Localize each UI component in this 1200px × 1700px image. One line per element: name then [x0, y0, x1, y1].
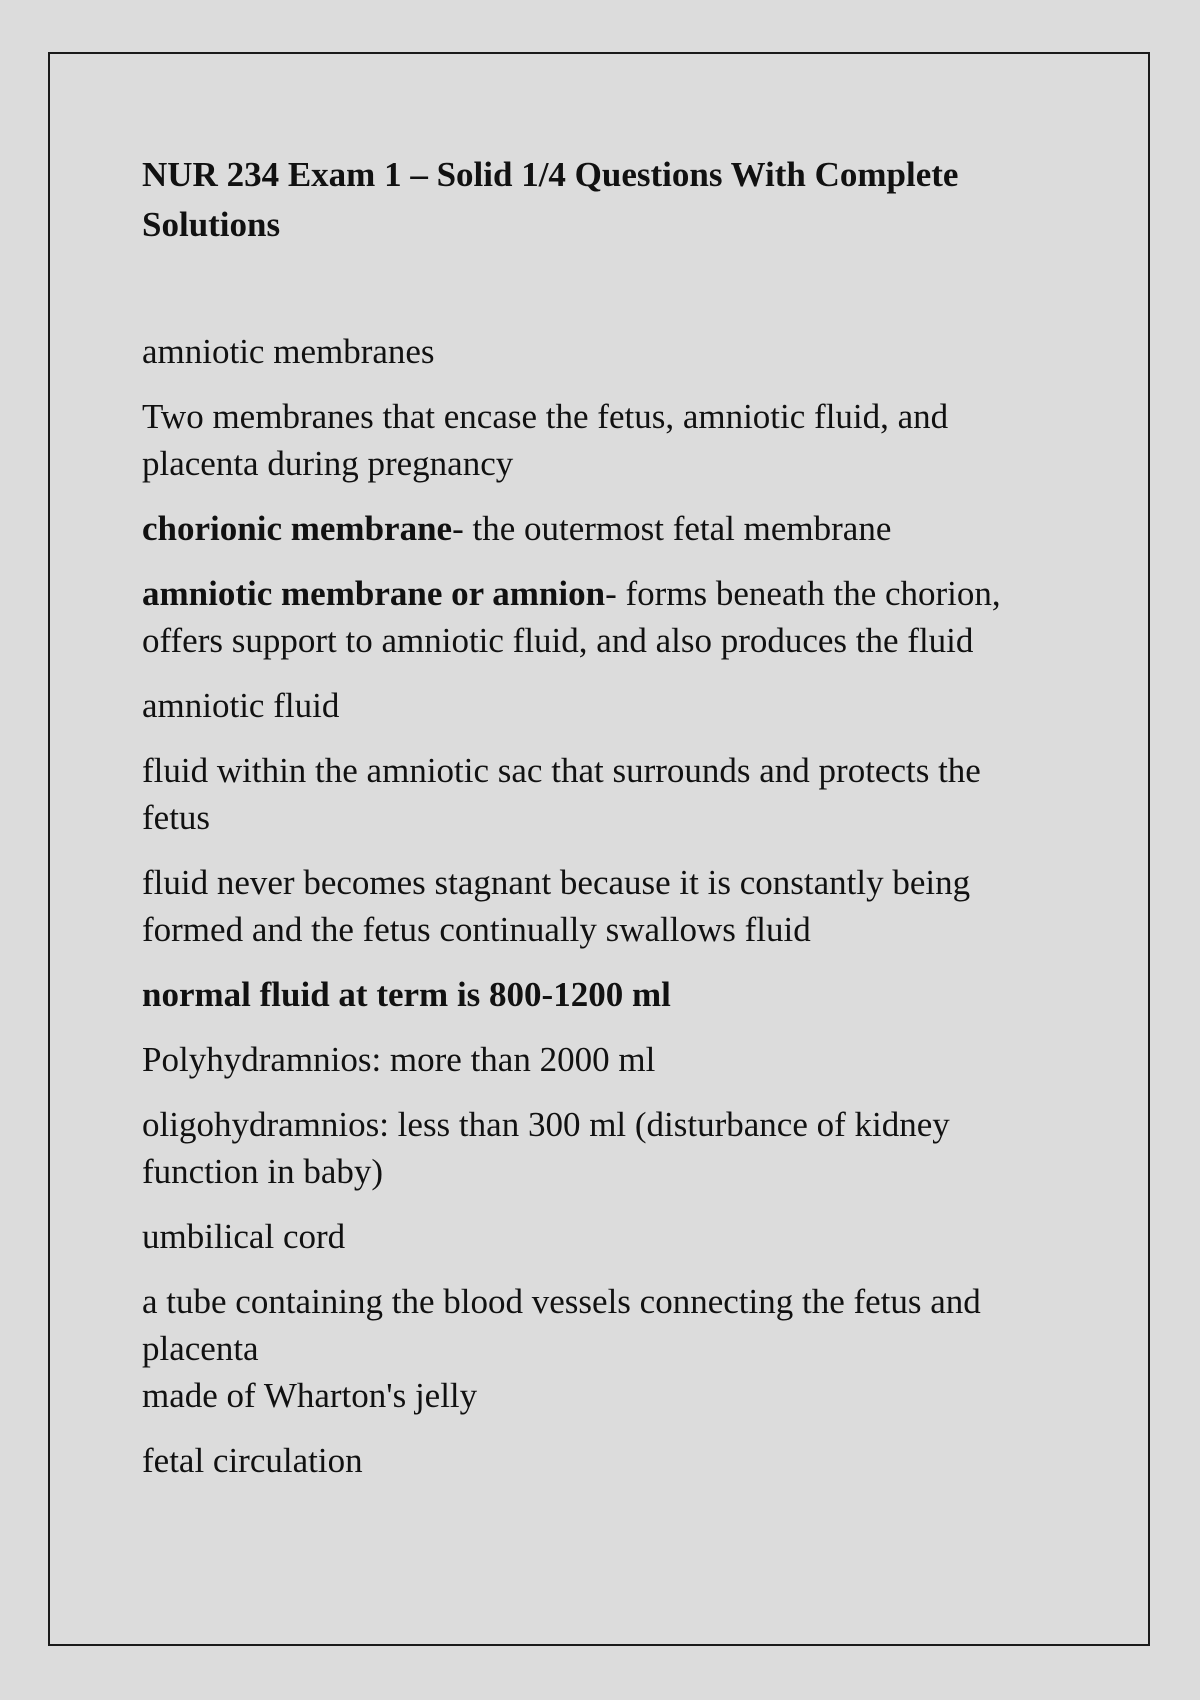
amnion-paragraph	[142, 570, 1042, 664]
amnion-text: - forms beneath the chorion, offers support to amniotic fluid, and also produces the fluid	[142, 574, 1001, 660]
term-amniotic-membranes: amniotic membranes	[142, 332, 435, 371]
umbilical-cord-line-1: a tube containing the blood vessels connecting the fetus and placenta	[142, 1282, 981, 1368]
umbilical-cord-line-2: made of Wharton's jelly	[142, 1376, 478, 1415]
definition-umbilical-cord	[142, 1278, 1042, 1419]
amnion-term: amniotic membrane or amnion	[142, 574, 606, 613]
fluid-never-stagnant-text: fluid never becomes stagnant because it is constantly being formed and the fetus continually swallows fluid	[142, 863, 971, 949]
term-umbilical-cord: umbilical cord	[142, 1217, 346, 1256]
term-amniotic-fluid: amniotic fluid	[142, 686, 340, 725]
normal-fluid-text: normal fluid at term is 800-1200 ml	[142, 975, 671, 1014]
definition-amniotic-fluid: fluid within the amniotic sac that surrounds and protects the fetus	[142, 751, 981, 837]
oligohydramnios-text: oligohydramnios: less than 300 ml (disturbance of kidney function in baby)	[142, 1105, 950, 1191]
polyhydramnios-text: Polyhydramnios: more than 2000 ml	[142, 1040, 656, 1079]
definition-amniotic-membranes: Two membranes that encase the fetus, amniotic fluid, and placenta during pregnancy	[142, 397, 949, 483]
chorionic-membrane-paragraph	[142, 505, 1042, 552]
chorionic-membrane-term: chorionic membrane	[142, 509, 453, 548]
document-body	[142, 150, 1042, 1502]
term-fetal-circulation: fetal circulation	[142, 1441, 363, 1480]
chorionic-membrane-text: - the outermost fetal membrane	[452, 509, 892, 548]
document-title: NUR 234 Exam 1 – Solid 1/4 Questions With Complete Solutions	[142, 155, 959, 244]
